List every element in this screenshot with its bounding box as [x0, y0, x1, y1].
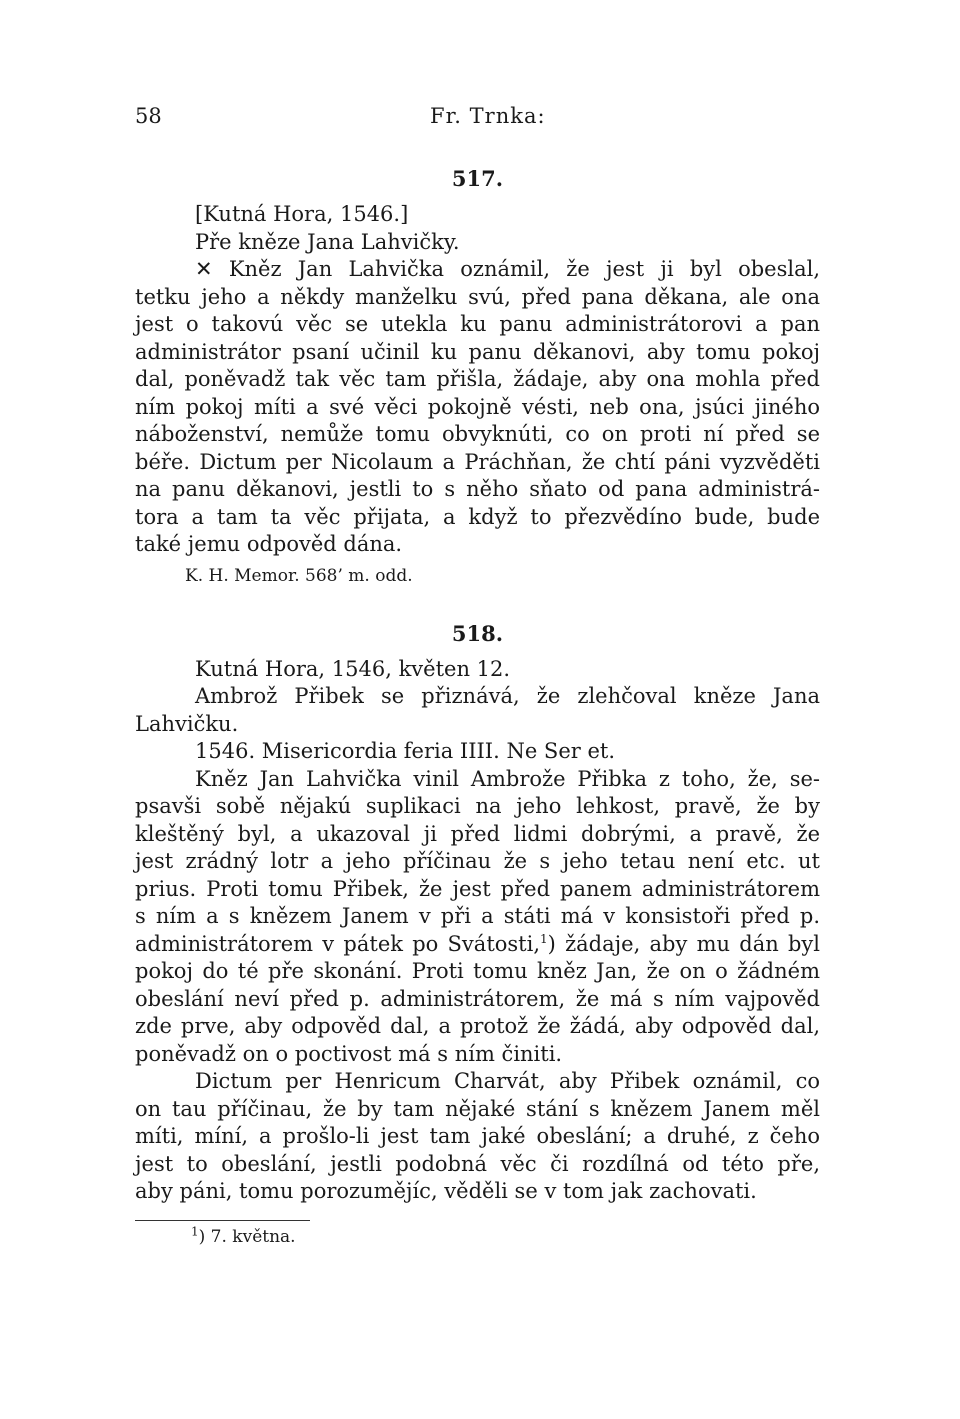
doc517-line: také jemu odpověd dána. [135, 532, 403, 556]
doc517-line: ním pokoj míti a své věci pokojně vésti, neb ona, jsúci jiného [135, 394, 820, 419]
doc518-line-part: administrátorem v pátek po Svátosti, [135, 931, 541, 956]
doc517-line: tetku jeho a někdy manželku svú, před pana děkana, ale ona [135, 284, 820, 309]
doc518-line: pokoj do té pře skonání. Proti tomu kněz Jan, že on o žádném [135, 959, 820, 983]
running-head: Fr. Trnka: [430, 104, 546, 128]
doc518-line: Dictum per Henricum Charvát, aby Přibek oznámil, co [195, 1069, 820, 1093]
doc518-paragraph-2 [135, 1068, 820, 1206]
doc517-line: ✕ Kněz Jan Lahvička oznámil, že jest ji byl obeslal, [195, 257, 820, 281]
doc517-place-date: [Kutná Hora, 1546.] [195, 202, 409, 226]
doc517-line: na panu děkanovi, jestli to s něho sňato od pana administrá- [135, 477, 820, 501]
doc517-line: tora a tam ta věc přijata, a když to přezvědíno bude, bude [135, 504, 820, 529]
doc518-place-date: Kutná Hora, 1546, květen 12. [195, 656, 511, 681]
doc518-line: obeslání neví před p. administrátorem, že má s ním vajpověd [135, 986, 820, 1011]
doc517-source: K. H. Memor. 568’ m. odd. [185, 565, 413, 586]
document-number-518: 518. [451, 620, 504, 646]
document-number-517: 517. [451, 166, 504, 191]
footnote-ref: 1 [540, 931, 548, 946]
doc517-line: béře. Dictum per Nicolaum a Práchňan, že chtí páni vyzvěděti [135, 449, 820, 474]
doc518-line-part: ) žádaje, aby mu dán byl [547, 931, 821, 956]
doc518-line: zde prve, aby odpověd dal, a protož že žádá, aby odpověd dal, [135, 1014, 820, 1038]
doc518-line: kleštěný byl, a ukazoval ji před lidmi dobrými, a pravě, že [135, 821, 820, 846]
spacer [135, 591, 820, 617]
doc518-line: on tau příčinau, že by tam nějaké stání s knězem Janem měl [135, 1096, 820, 1121]
doc518-paragraph-1 [135, 766, 820, 1069]
doc518-line: jest zrádný lotr a jeho příčinau že s jeho tetau není etc. ut [135, 849, 820, 873]
doc518-line: jest to obeslání, jestli podobná věc či rozdílná od této pře, [135, 1151, 820, 1176]
doc518-line: míti, míní, a prošlo-li jest tam jaké obeslání; a druhé, z čeho [135, 1124, 820, 1148]
doc518-title-line: Lahvičku. [135, 711, 239, 736]
doc518-title-line: Ambrož Přibek se přiznává, že zlehčoval kněze Jana [195, 684, 820, 708]
doc517-title: Pře kněze Jana Lahvičky. [195, 229, 460, 254]
doc517-line: dal, poněvadž tak věc tam přišla, žádaje, aby ona mohla před [135, 367, 820, 391]
doc517-line: jest o takovú věc se utekla ku panu administrátorovi a pan [135, 312, 820, 336]
doc518-line: prius. Proti tomu Přibek, že jest před panem administrátorem [135, 876, 820, 901]
doc518-line: poněvadž on o poctivost má s ním činiti. [135, 1041, 563, 1066]
footnote-text: ) 7. května. [198, 1226, 296, 1247]
doc518-line: aby páni, tomu porozumějíc, věděli se v tom jak zachovati. [135, 1179, 757, 1203]
doc517-body [135, 256, 820, 559]
footnote [135, 1223, 820, 1247]
doc518-line: Kněz Jan Lahvička vinil Ambrože Přibka z toho, že, se- [195, 766, 820, 791]
page-number: 58 [135, 104, 162, 128]
page-header [135, 100, 820, 140]
doc518-line: psavši sobě nějakú suplikaci na jeho lehkost, pravě, že by [135, 794, 820, 818]
doc518-line-with-footnote [135, 931, 820, 959]
footnote-mark: 1 [191, 1223, 199, 1238]
doc518-line: s ním a s knězem Janem v při a státi má v konsistoři před p. [135, 904, 820, 928]
doc518-date-line: 1546. Misericordia feria IIII. Ne Ser et. [195, 739, 615, 763]
doc517-line: náboženství, nemůže tomu obvyknúti, co on proti ní před se [135, 422, 820, 446]
footnote-divider [135, 1220, 310, 1221]
doc517-line: administrátor psaní učinil ku panu děkanovi, aby tomu pokoj [135, 339, 820, 364]
page [135, 100, 820, 1247]
